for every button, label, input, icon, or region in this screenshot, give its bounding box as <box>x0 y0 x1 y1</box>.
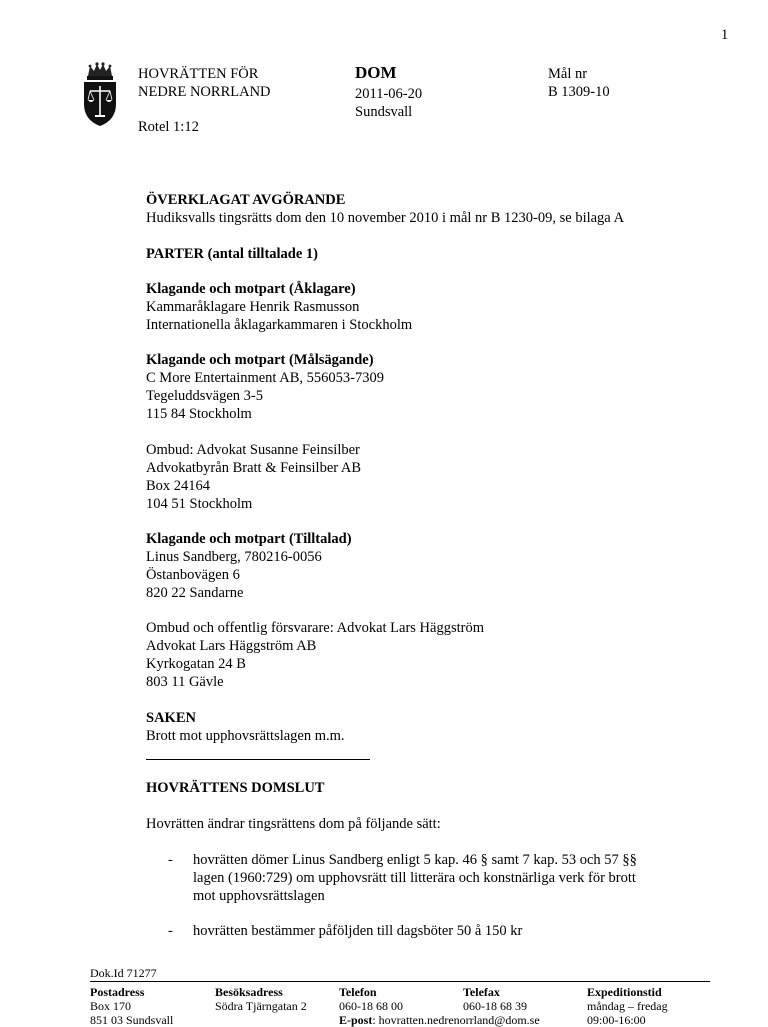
document-place: Sundsvall <box>355 104 413 120</box>
ruling-heading: HOVRÄTTENS DOMSLUT <box>146 780 325 796</box>
party3-line: 820 22 Sandarne <box>146 585 244 601</box>
matter-text: Brott mot upphovsrättslagen m.m. <box>146 728 345 744</box>
footer-expeditionstid-line: måndag – fredag <box>587 999 668 1013</box>
matter-heading: SAKEN <box>146 710 196 726</box>
footer-email-label: E-post <box>339 1013 373 1027</box>
document-date: 2011-06-20 <box>355 86 423 102</box>
footer-expeditionstid-label: Expeditionstid <box>587 985 662 999</box>
party3-rep-line: Kyrkogatan 24 B <box>146 656 246 672</box>
ruling-bullet-line: hovrätten bestämmer påföljden till dagsböter 50 å 150 kr <box>193 923 523 939</box>
appealed-heading: ÖVERKLAGAT AVGÖRANDE <box>146 192 346 208</box>
footer-email-address[interactable]: : hovratten.nedrenorrland@dom.se <box>372 1013 540 1027</box>
footer-rule <box>90 981 710 982</box>
bullet-marker: - <box>168 852 173 868</box>
party1-line: Kammaråklagare Henrik Rasmusson <box>146 299 360 315</box>
party2-rep-line: Box 24164 <box>146 478 211 494</box>
party1-line: Internationella åklagarkammaren i Stockholm <box>146 317 413 333</box>
party2-line: C More Entertainment AB, 556053-7309 <box>146 370 385 386</box>
party2-line: 115 84 Stockholm <box>146 406 252 422</box>
document-type: DOM <box>355 63 397 82</box>
party2-rep-line: Advokatbyrån Bratt & Feinsilber AB <box>146 460 362 476</box>
party3-rep-line: Ombud och offentlig försvarare: Advokat Lars Häggström <box>146 620 484 636</box>
court-name-line2: NEDRE NORRLAND <box>138 84 271 100</box>
ruling-bullet-line: hovrätten dömer Linus Sandberg enligt 5 kap. 46 § samt 7 kap. 53 och 57 §§ <box>193 852 637 868</box>
document-id: Dok.Id 71277 <box>90 966 157 980</box>
appealed-text: Hudiksvalls tingsrätts dom den 10 november 2010 i mål nr B 1230-09, se bilaga A <box>146 210 625 226</box>
party3-line: Östanbovägen 6 <box>146 567 240 583</box>
party2-rep-line: 104 51 Stockholm <box>146 496 253 512</box>
page-number: 1 <box>721 27 729 43</box>
footer-expeditionstid-line: 09:00-16:00 <box>587 1013 646 1027</box>
footer-telefax-line: 060-18 68 39 <box>463 999 527 1013</box>
court-name-line1: HOVRÄTTEN FÖR <box>138 66 259 82</box>
ruling-bullet-line: lagen (1960:729) om upphovsrätt till litterära och konstnärliga verk för brott <box>193 870 636 886</box>
party2-rep-line: Ombud: Advokat Susanne Feinsilber <box>146 442 360 458</box>
ruling-intro: Hovrätten ändrar tingsrättens dom på följande sätt: <box>146 816 441 832</box>
case-number-label: Mål nr <box>548 66 588 82</box>
parties-heading: PARTER (antal tilltalade 1) <box>146 246 319 262</box>
separator-line <box>146 759 370 760</box>
footer-besoksadress-label: Besöksadress <box>215 985 283 999</box>
footer-postadress-line: 851 03 Sundsvall <box>90 1013 174 1027</box>
case-number: B 1309-10 <box>548 84 610 100</box>
bullet-marker: - <box>168 923 173 939</box>
ruling-bullet-line: mot upphovsrättslagen <box>193 888 325 904</box>
party3-rep-line: 803 11 Gävle <box>146 674 224 690</box>
party2-heading: Klagande och motpart (Målsägande) <box>146 352 374 368</box>
party2-line: Tegeluddsvägen 3-5 <box>146 388 263 404</box>
footer-postadress-line: Box 170 <box>90 999 132 1013</box>
party3-heading: Klagande och motpart (Tilltalad) <box>146 531 352 547</box>
ruling-bullet <box>193 851 713 905</box>
footer-telefon-label: Telefon <box>339 985 377 999</box>
footer-telefon-line: 060-18 68 00 <box>339 999 403 1013</box>
party3-line: Linus Sandberg, 780216-0056 <box>146 549 322 565</box>
ruling-bullet <box>193 922 713 940</box>
footer-besoksadress-line: Södra Tjärngatan 2 <box>215 999 307 1013</box>
party1-heading: Klagande och motpart (Åklagare) <box>146 281 356 297</box>
party3-rep-line: Advokat Lars Häggström AB <box>146 638 317 654</box>
coat-of-arms-emblem-icon <box>80 62 120 128</box>
footer-postadress-label: Postadress <box>90 985 145 999</box>
footer-telefax-label: Telefax <box>463 985 500 999</box>
rotel: Rotel 1:12 <box>138 119 199 135</box>
